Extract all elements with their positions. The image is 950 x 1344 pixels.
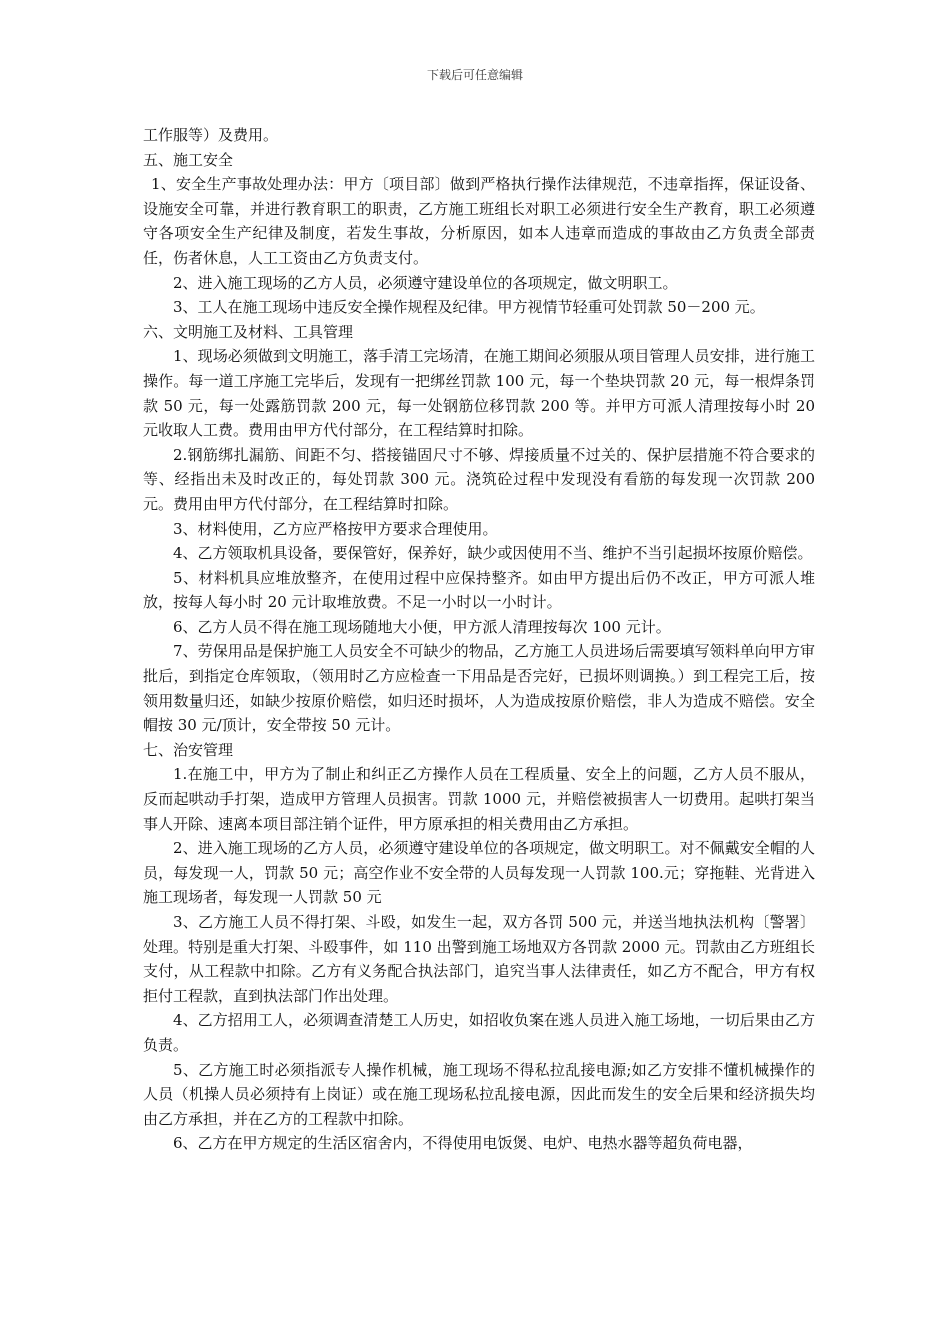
paragraph: 7、劳保用品是保护施工人员安全不可缺少的物品，乙方施工人员进场后需要填写领料单向甲方审批后，到指定仓库领取，（领用时乙方应检查一下用品是否完好，已损坏则调换。）到工程完工后，按领用数量归还，如缺少按原价赔偿，如归还时损坏，人为造成按原价赔偿，非人为造成不赔偿。安全帽按 30 元/顶计，安全带按 50 元计。 bbox=[143, 642, 815, 735]
section-heading: 五、施工安全 bbox=[143, 150, 234, 169]
paragraph: 3、乙方施工人员不得打架、斗殴，如发生一起，双方各罚 500 元，并送当地执法机构〔警署〕处理。特别是重大打架、斗殴事件，如 110 出警到施工场地双方各罚款 2000 元。罚款由乙方班组长支付，从工程款中扣除。乙方有义务配合执法部门，追究当事人法律责任，如乙方不配合，甲方有权拒付工程款，直到执法部门作出处理。 bbox=[143, 913, 815, 1005]
document-body bbox=[143, 123, 815, 1156]
paragraph: 2.钢筋绑扎漏筋、间距不匀、搭接锚固尺寸不够、焊接质量不过关的、保护层措施不符合要求的等、经指出未及时改正的，每处罚款 300 元。浇筑砼过程中发现没有看筋的每发现一次罚款 200 元。费用由甲方代付部分，在工程结算时扣除。 bbox=[143, 445, 815, 513]
paragraph: 3、工人在施工现场中违反安全操作规程及纪律。甲方视情节轻重可处罚款 50－200 元。 bbox=[173, 298, 765, 317]
paragraph: 4、乙方领取机具设备，要保管好，保养好，缺少或因使用不当、维护不当引起损坏按原价赔偿。 bbox=[173, 544, 813, 563]
paragraph: 2、进入施工现场的乙方人员，必须遵守建设单位的各项规定，做文明职工。对不佩戴安全帽的人员，每发现一人，罚款 50 元；高空作业不安全带的人员每发现一人罚款 100.元；穿拖鞋、光背进入施工现场者，每发现一人罚款 50 元 bbox=[143, 839, 815, 907]
paragraph: 3、材料使用，乙方应严格按甲方要求合理使用。 bbox=[173, 519, 498, 538]
paragraph: 6、乙方人员不得在施工现场随地大小便，甲方派人清理按每次 100 元计。 bbox=[173, 617, 671, 636]
section-heading: 六、文明施工及材料、工具管理 bbox=[143, 322, 354, 341]
paragraph: 1、安全生产事故处理办法：甲方〔项目部〕做到严格执行操作法律规范，不违章指挥，保证设备、设施安全可靠，并进行教育职工的职责，乙方施工班组长对职工必须进行安全生产教育，职工必须遵守各项安全生产纪律及制度，若发生事故，分析原因，如本人违章而造成的事故由乙方负责全部责任，伤者休息，人工工资由乙方负责支付。 bbox=[143, 175, 815, 267]
paragraph: 5、乙方施工时必须指派专人操作机械，施工现场不得私拉乱接电源;如乙方安排不懂机械操作的人员（机操人员必须持有上岗证）或在施工现场私拉乱接电源，因此而发生的安全后果和经济损失均由乙方承担，并在乙方的工程款中扣除。 bbox=[143, 1060, 815, 1128]
paragraph: 1.在施工中，甲方为了制止和纠正乙方操作人员在工程质量、安全上的问题，乙方人员不服从，反而起哄动手打架，造成甲方管理人员损害。罚款 1000 元，并赔偿被损害人一切费用。起哄打架当事人开除、速离本项目部注销个证件，甲方原承担的相关费用由乙方承担。 bbox=[143, 765, 815, 833]
section-heading: 七、治安管理 bbox=[143, 740, 234, 759]
paragraph: 5、材料机具应堆放整齐，在使用过程中应保持整齐。如由甲方提出后仍不改正，甲方可派人堆放，按每人每小时 20 元计取堆放费。不足一小时以一小时计。 bbox=[143, 568, 815, 612]
paragraph: 1、现场必须做到文明施工，落手清工完场清，在施工期间必须服从项目管理人员安排，进行施工操作。每一道工序施工完毕后，发现有一把绑丝罚款 100 元，每一个垫块罚款 20 元，每一根焊条罚款 50 元，每一处露筋罚款 200 元，每一处钢筋位移罚款 200 等。并甲方可派人清理按每小时 20 元收取人工费。费用由甲方代付部分，在工程结算时扣除。 bbox=[143, 347, 815, 440]
page-header: 下载后可任意编辑 bbox=[426, 68, 523, 82]
paragraph: 工作服等）及费用。 bbox=[143, 126, 279, 144]
paragraph: 4、乙方招用工人，必须调查清楚工人历史，如招收负案在逃人员进入施工场地，一切后果由乙方负责。 bbox=[143, 1011, 815, 1054]
paragraph: 6、乙方在甲方规定的生活区宿舍内，不得使用电饭煲、电炉、电热水器等超负荷电器， bbox=[173, 1134, 753, 1153]
paragraph: 2、进入施工现场的乙方人员，必须遵守建设单位的各项规定，做文明职工。 bbox=[173, 273, 678, 292]
